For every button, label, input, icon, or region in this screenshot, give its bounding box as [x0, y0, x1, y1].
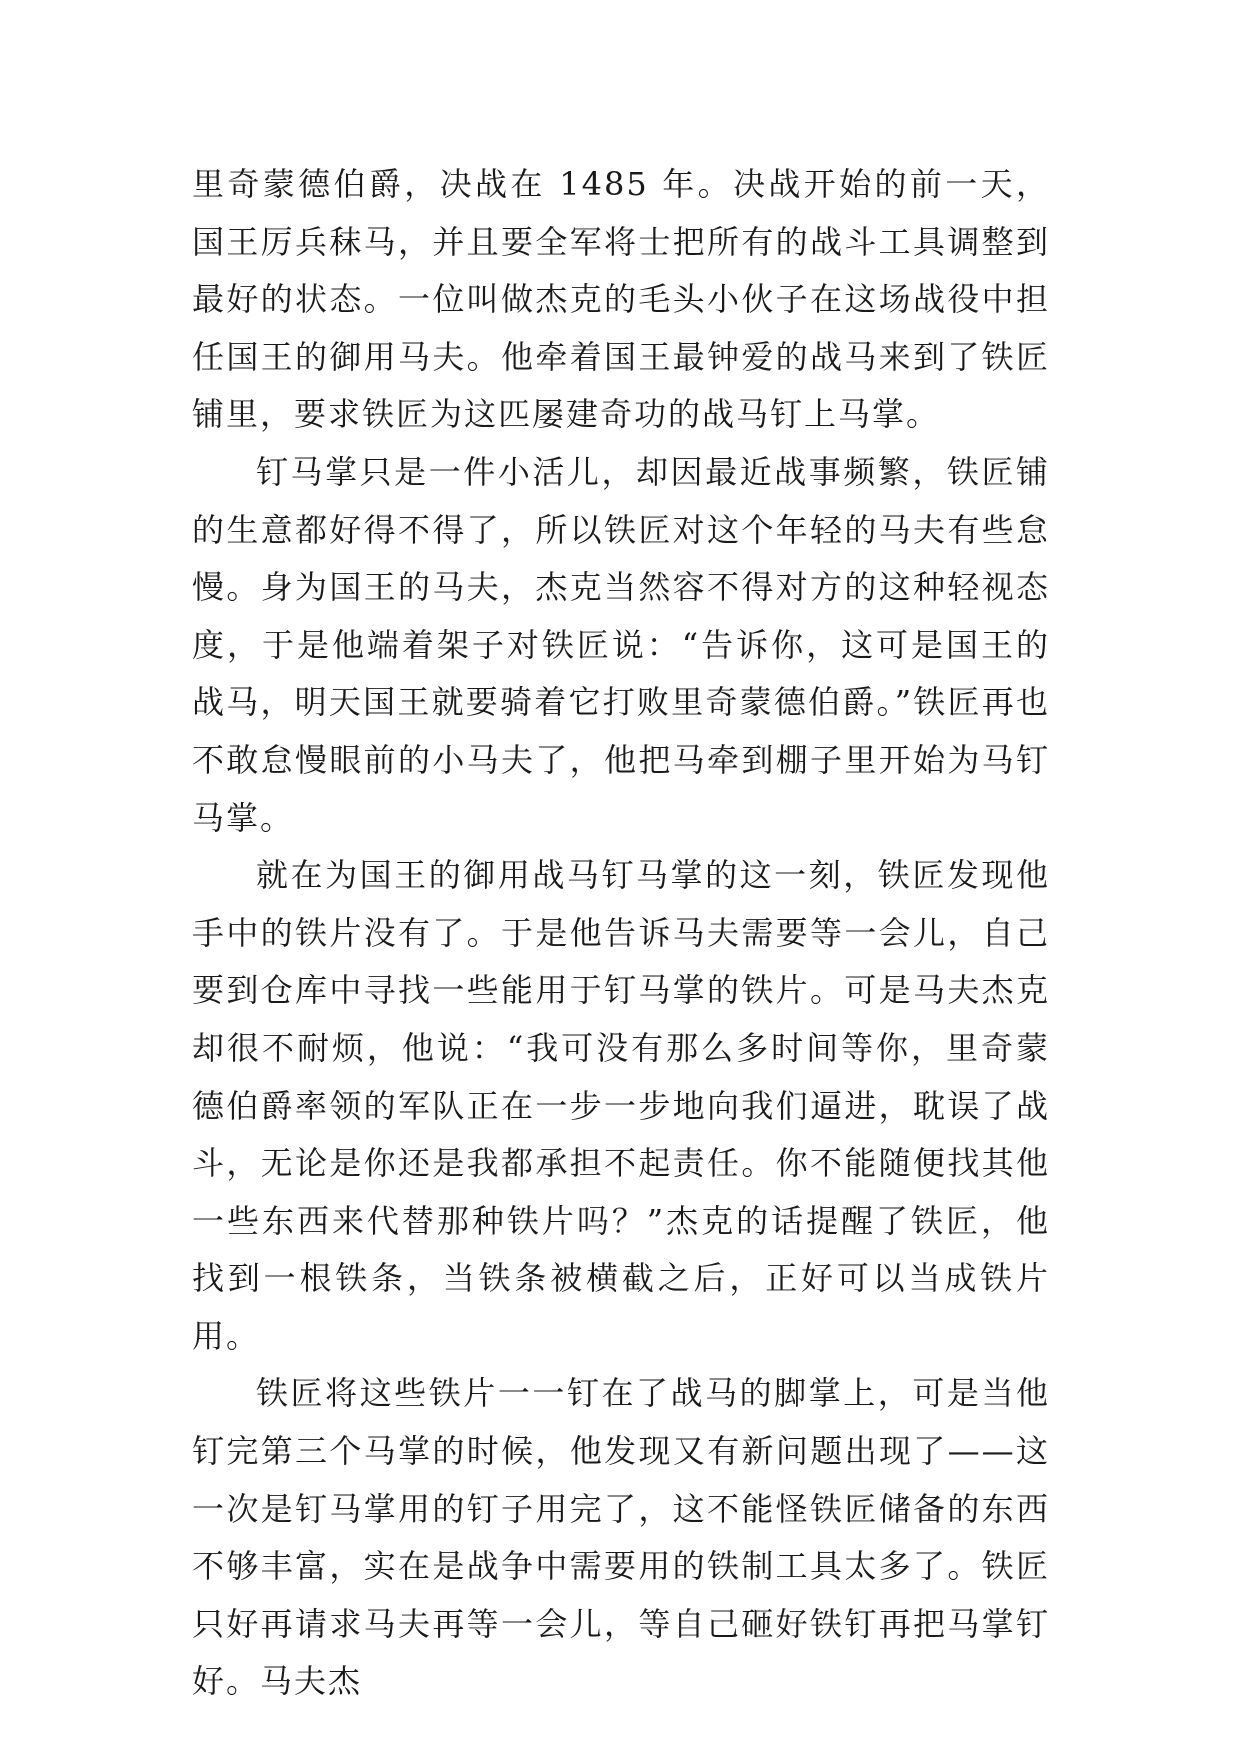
paragraph-4: 铁匠将这些铁片一一钉在了战马的脚掌上，可是当他钉完第三个马掌的时候，他发现又有新问题出现了——这一次是钉马掌用的钉子用完了，这不能怪铁匠储备的东西不够丰富，实在是战争中需要用的铁制工具太多了。铁匠只好再请求马夫再等一会儿，等自己砸好铁钉再把马掌钉好。马夫杰	[192, 1374, 1050, 1701]
body-text	[192, 156, 1050, 1711]
paragraph-2: 钉马掌只是一件小活儿，却因最近战事频繁，铁匠铺的生意都好得不得了，所以铁匠对这个年轻的马夫有些怠慢。身为国王的马夫，杰克当然容不得对方的这种轻视态度，于是他端着架子对铁匠说：“告诉你，这可是国王的战马，明天国王就要骑着它打败里奇蒙德伯爵。”铁匠再也不敢怠慢眼前的小马夫了，他把马牵到棚子里开始为马钉马掌。	[192, 452, 1050, 837]
paragraph-3: 就在为国王的御用战马钉马掌的这一刻，铁匠发现他手中的铁片没有了。于是他告诉马夫需要等一会儿，自己要到仓库中寻找一些能用于钉马掌的铁片。可是马夫杰克却很不耐烦，他说：“我可没有那么多时间等你，里奇蒙德伯爵率领的军队正在一步一步地向我们逼进，耽误了战斗，无论是你还是我都承担不起责任。你不能随便找其他一些东西来代替那种铁片吗？”杰克的话提醒了铁匠，他找到一根铁条，当铁条被横截之后，正好可以当成铁片用。	[192, 856, 1050, 1355]
paragraph-1: 里奇蒙德伯爵，决战在 1485 年。决战开始的前一天，国王厉兵秣马，并且要全军将士把所有的战斗工具调整到最好的状态。一位叫做杰克的毛头小伙子在这场战役中担任国王的御用马夫。他牵着国王最钟爱的战马来到了铁匠铺里，要求铁匠为这匹屡建奇功的战马钉上马掌。	[192, 165, 1050, 434]
